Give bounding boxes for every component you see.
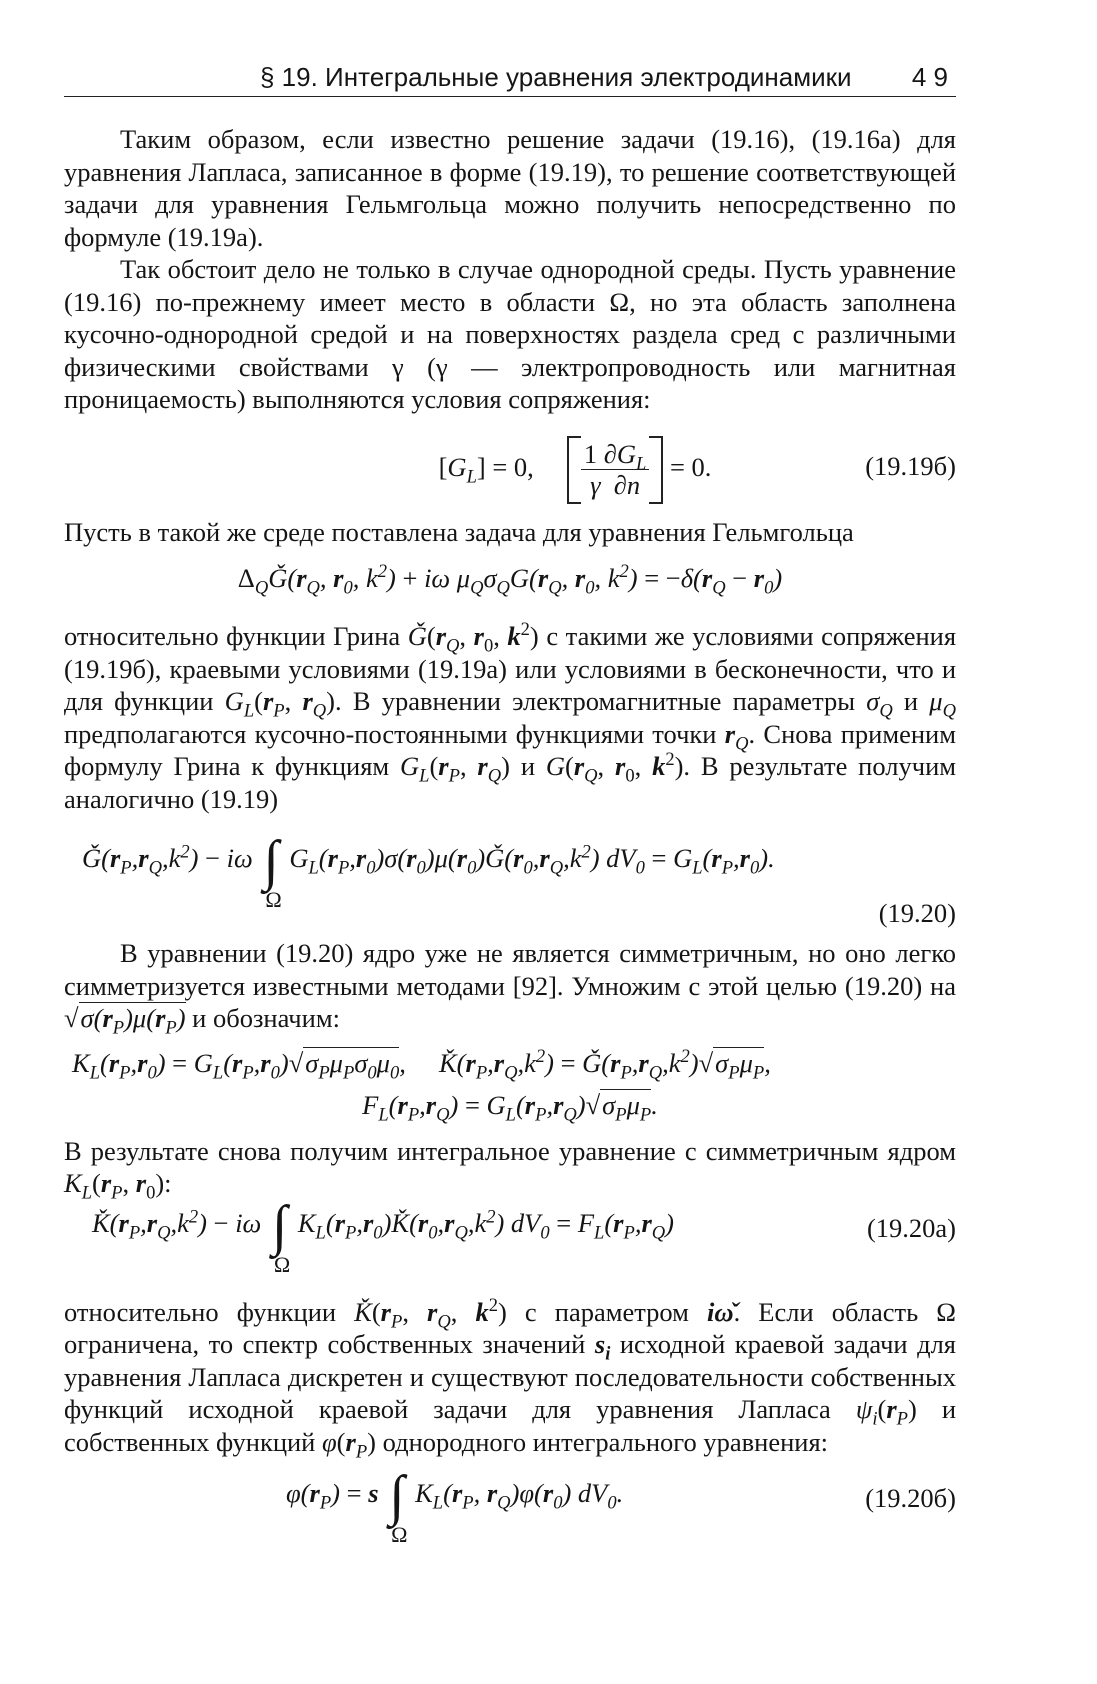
paragraph-7: относительно функции $Ǩ(r_P$, $r_Q$, $k^2$) с параметром iω̌. Если область Ω ограничена, то спектр собственных значений $s_i$ исходной краевой задачи для уравнения Лапласа дискретен и существуют последовательности собственных функций исходной краевой задачи для уравнения Лапласа $\psi_i(r_P)$ и собственных функций $\varphi(r_P)$ однородного интегрального уравнения: <box>64 1294 957 1462</box>
text-span: и собственных функций <box>64 1394 957 1457</box>
equation-number: (19.20а) <box>866 1212 956 1243</box>
equation-19-20b: $\varphi(r_P) = s$ ∫ Ω $K_L(r_P$, $r_Q)\varphi(r_0)$ $dV_0$. (19.20б) <box>286 1465 956 1547</box>
equation-helmholtz: $\Delta_QǦ(r_Q$, $r_0$, $k^2) + i\omega$ $\mu_Q\sigma_QG(r_Q$, $r_0$, $k^2) = -\delta(r_Q - r_0)$ <box>237 561 783 599</box>
integral-sign: ∫ Ω <box>271 1194 291 1277</box>
text-span: В уравнении (19.20) ядро уже не является симметричным, но оно легко симметризуется известными методами [92]. Умножим с этой целью (19.20) на <box>64 938 956 1001</box>
text-span: . В уравнении электромагнитные параметры <box>334 686 856 716</box>
text-span: относительно функции Грина <box>64 621 401 651</box>
integral-limit: Ω <box>391 1522 408 1547</box>
text-span: с параметром <box>524 1296 689 1327</box>
equation-19-20: $Ǧ(r_P,r_Q,k^2) - i\omega$ ∫ Ω $G_L(r_P,r_0)\sigma(r_0)\mu(r_0)Ǧ(r_0,r_Q,k^2) dV_0 = G_L(r_P,r_0)$. (19.20) <box>82 830 956 928</box>
text-span: относительно функции <box>64 1296 337 1327</box>
paragraph-4: относительно функции Грина $Ǧ(r_Q$, $r_0$, $k^2$) с такими же условиями сопряжения (19.19б), краевыми условиями (19.19а) или условиями в бесконечности, что и для функции $G_L(r_P$, $r_Q$). В уравнении электромагнитные параметры $\sigma_Q$ и $\mu_Q$ предполагаются кусочно-постоянными функциями точки $r_Q$. Снова применим формулу Грина к функциям $G_L(r_P$, $r_Q$) и $G(r_Q$, $r_0$, $k^2$). В результате получим аналогично (19.19) <box>64 619 957 814</box>
integral-limit: Ω <box>265 887 282 912</box>
equation-kernels: $K_L(r_P,r_0) = G_L(r_P,r_0)√\sigma_P\mu_P\sigma_0\mu_0$, $Ǩ(r_P,r_Q,k^2)$ = $Ǧ(r_P,r_Q,k^2)√\sigma_P\mu_P$, $F_L(r_P,r_Q) = G_L(r_P,r_Q)√\sigma_P\mu_P$. <box>72 1045 771 1126</box>
equation-number: (19.19б) <box>865 450 956 481</box>
paragraph-3: Пусть в такой же среде поставлена задача для уравнения Гельмгольца <box>64 516 854 547</box>
equation-19-19b: $[G_L] = 0$, $\frac{1 \partial G_L}{\gamma \partial n}$ = 0. (19.19б) <box>64 424 956 516</box>
integral-sign: ∫ Ω <box>263 830 282 912</box>
text-span: . Снова применим формулу Грина к функциям <box>64 718 957 781</box>
integral-limit: Ω <box>273 1251 291 1277</box>
text-span: В результате снова получим интегральное уравнение с симметричным ядром <box>64 1135 956 1166</box>
text-span: исходной краевой задачи для уравнения Лапласа дискретен и существуют последовательности собственных функций исходной краевой задачи для уравнения Лапласа <box>64 1329 956 1424</box>
text-span: . В результате получим аналогично (19.19) <box>64 751 957 814</box>
equation-19-20a: $Ǩ(r_P,r_Q,k^2) - i\omega$ ∫ Ω $K_L(r_P,r_0)Ǩ(r_0,r_Q,k^2) dV_0 = F_L(r_P,r_Q)$ (19.20а) <box>92 1194 956 1277</box>
paragraph-2: Так обстоит дело не только в случае однородной среды. Пусть уравнение (19.16) по-прежнему имеет место в области Ω, но эта область заполнена кусочно-однородной средой и на поверхностях раздела сред с различными физическими свойствами γ (γ — электропроводность или магнитная проницаемость) выполняются условия сопряжения: <box>64 254 956 414</box>
running-header <box>64 52 956 97</box>
text-span: и <box>903 686 919 716</box>
integral-sign: ∫ Ω <box>389 1465 408 1547</box>
text-span: с такими же условиями сопряжения (19.19б), краевыми условиями (19.19а) или условиями в бесконечности, что и для функции <box>64 621 957 716</box>
page <box>64 52 956 1570</box>
paragraph-1: Таким образом, если известно решение задачи (19.16), (19.16а) для уравнения Лапласа, записанное в форме (19.19), то решение соответствующей задачи для уравнения Гельмгольца можно получить непосредственно по формуле (19.19а). <box>64 124 956 252</box>
text-span: и <box>520 751 535 781</box>
text-span: предполагаются кусочно-постоянными функциями точки <box>64 718 717 749</box>
text-span: . Если область Ω ограничена, то спектр собственных значений <box>64 1296 957 1359</box>
paragraph-5: В уравнении (19.20) ядро уже не является симметричным, но оно легко симметризуется известными методами [92]. Умножим с этой целью (19.20) на $√\sigma(r_P)\mu(r_P)$ и обозначим: <box>64 938 956 1039</box>
header-title: § 19. Интегральные уравнения электродинамики <box>260 62 852 92</box>
text-span: и обозначим: <box>192 1003 340 1033</box>
equation-number: (19.20б) <box>865 1483 956 1513</box>
page-number: 4 9 <box>911 62 948 92</box>
text-span: однородного интегрального уравнения: <box>382 1426 829 1457</box>
paragraph-6: В результате снова получим интегральное уравнение с симметричным ядром $K_L(r_P$, $r_0$): <box>64 1135 956 1204</box>
equation-number: (19.20) <box>878 898 956 928</box>
